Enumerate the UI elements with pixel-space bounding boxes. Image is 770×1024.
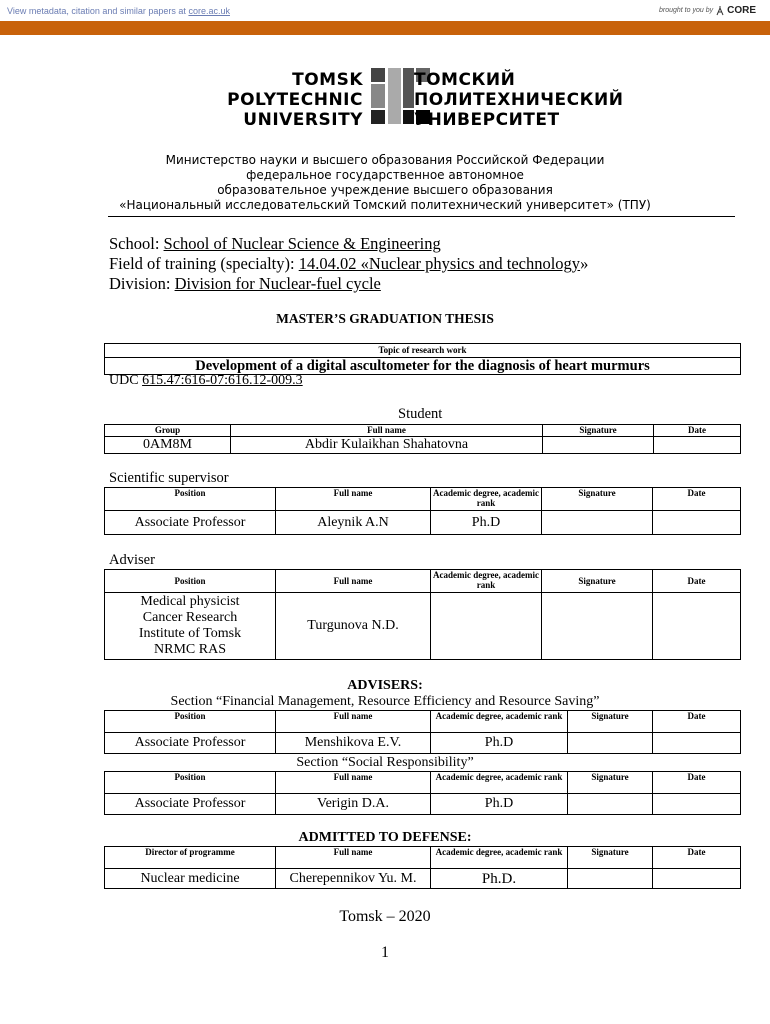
supervisor-name: Aleynik A.N — [276, 511, 431, 535]
finance-section-title: Section “Financial Management, Resource Efficiency and Resource Saving” — [170, 694, 600, 709]
core-label[interactable]: CORE — [727, 5, 756, 16]
social-section-title: Section “Social Responsibility” — [296, 755, 474, 770]
student-table: Group Full name Signature Date 0AM8M Abdir Kulaikhan Shahatovna — [104, 424, 741, 454]
defense-programme: Nuclear medicine — [105, 869, 276, 889]
social-date — [653, 794, 741, 815]
finance-table: Position Full name Academic degree, academic rank Signature Date Associate Professor Menshikova E.V. Ph.D — [104, 710, 741, 754]
adviser-name: Turgunova N.D. — [276, 593, 431, 660]
advisers-title: ADVISERS: — [347, 678, 423, 693]
defense-table: Director of programme Full name Academic degree, academic rank Signature Date Nuclear medicine Cherepennikov Yu. M. Ph.D. — [104, 846, 741, 889]
finance-name: Menshikova E.V. — [276, 733, 431, 754]
student-date — [654, 437, 741, 454]
field-line: Field of training (specialty): 14.04.02 «Nuclear physics and technology» — [109, 254, 589, 273]
supervisor-position: Associate Professor — [105, 511, 276, 535]
topic-table — [104, 343, 741, 375]
school-line: School: School of Nuclear Science & Engineering — [109, 234, 441, 253]
supervisor-signature — [542, 511, 653, 535]
defense-degree: Ph.D. — [431, 869, 568, 889]
admitted-title: ADMITTED TO DEFENSE: — [298, 830, 472, 845]
supervisor-label: Scientific supervisor — [109, 470, 229, 486]
social-table: Position Full name Academic degree, academic rank Signature Date Associate Professor Verigin D.A. Ph.D — [104, 771, 741, 815]
brought-by: brought to you by CORE — [659, 5, 756, 16]
student-name: Abdir Kulaikhan Shahatovna — [231, 437, 543, 454]
social-name: Verigin D.A. — [276, 794, 431, 815]
finance-date — [653, 733, 741, 754]
metadata-note: View metadata, citation and similar papers at core.ac.uk — [7, 6, 230, 16]
logo-text-ru: ТОМСКИЙ ПОЛИТЕХНИЧЕСКИЙ УНИВЕРСИТЕТ — [414, 70, 624, 130]
finance-position: Associate Professor — [105, 733, 276, 754]
social-signature — [568, 794, 653, 815]
core-icon — [716, 6, 724, 16]
city-year: Tomsk – 2020 — [339, 908, 431, 925]
university-logo — [0, 68, 770, 128]
finance-signature — [568, 733, 653, 754]
core-link[interactable]: core.ac.uk — [188, 6, 230, 16]
adviser-table: Position Full name Academic degree, academic rank Signature Date Medical physicist Cancer Research Institute of Tomsk NRMC RAS Turgunova N.D. — [104, 569, 741, 660]
supervisor-table: Position Full name Academic degree, academic rank Signature Date Associate Professor Aleynik A.N Ph.D — [104, 487, 741, 535]
provider-bar: provided by Electronic archive of Tomsk Polytechnic University — [0, 21, 770, 35]
student-label: Student — [398, 406, 443, 422]
social-degree: Ph.D — [431, 794, 568, 815]
udc-line: UDC 615.47:616-07:616.12-009.3 — [109, 373, 303, 388]
adviser-label: Adviser — [109, 552, 155, 568]
adviser-signature — [542, 593, 653, 660]
topic-title: Development of a digital ascultometer for the diagnosis of heart murmurs — [105, 358, 741, 375]
adviser-degree — [431, 593, 542, 660]
social-position: Associate Professor — [105, 794, 276, 815]
defense-date — [653, 869, 741, 889]
logo-text-en: TOMSK POLYTECHNIC UNIVERSITY — [227, 70, 363, 130]
supervisor-degree: Ph.D — [431, 511, 542, 535]
defense-name: Cherepennikov Yu. M. — [276, 869, 431, 889]
divider — [108, 216, 735, 217]
study-info — [109, 234, 588, 294]
student-signature — [543, 437, 654, 454]
adviser-position: Medical physicist Cancer Research Institute of Tomsk NRMC RAS — [105, 593, 276, 660]
defense-signature — [568, 869, 653, 889]
student-group: 0AM8M — [105, 437, 231, 454]
core-header — [0, 0, 770, 22]
finance-degree: Ph.D — [431, 733, 568, 754]
ministry-header: Министерство науки и высшего образования Российской Федерации федеральное государственное автономное образовательное учреждение высшего образования «Национальный исследовательский Томский политехнический университет» (ТПУ) — [119, 153, 651, 212]
supervisor-date — [653, 511, 741, 535]
provider-name[interactable]: Electronic archive of Tomsk Polytechnic University — [598, 44, 754, 51]
thesis-type: MASTER’S GRADUATION THESIS — [276, 311, 494, 326]
page-number: 1 — [381, 944, 389, 961]
division-line: Division: Division for Nuclear-fuel cycle — [109, 274, 381, 293]
adviser-date — [653, 593, 741, 660]
topic-header: Topic of research work — [105, 344, 741, 358]
